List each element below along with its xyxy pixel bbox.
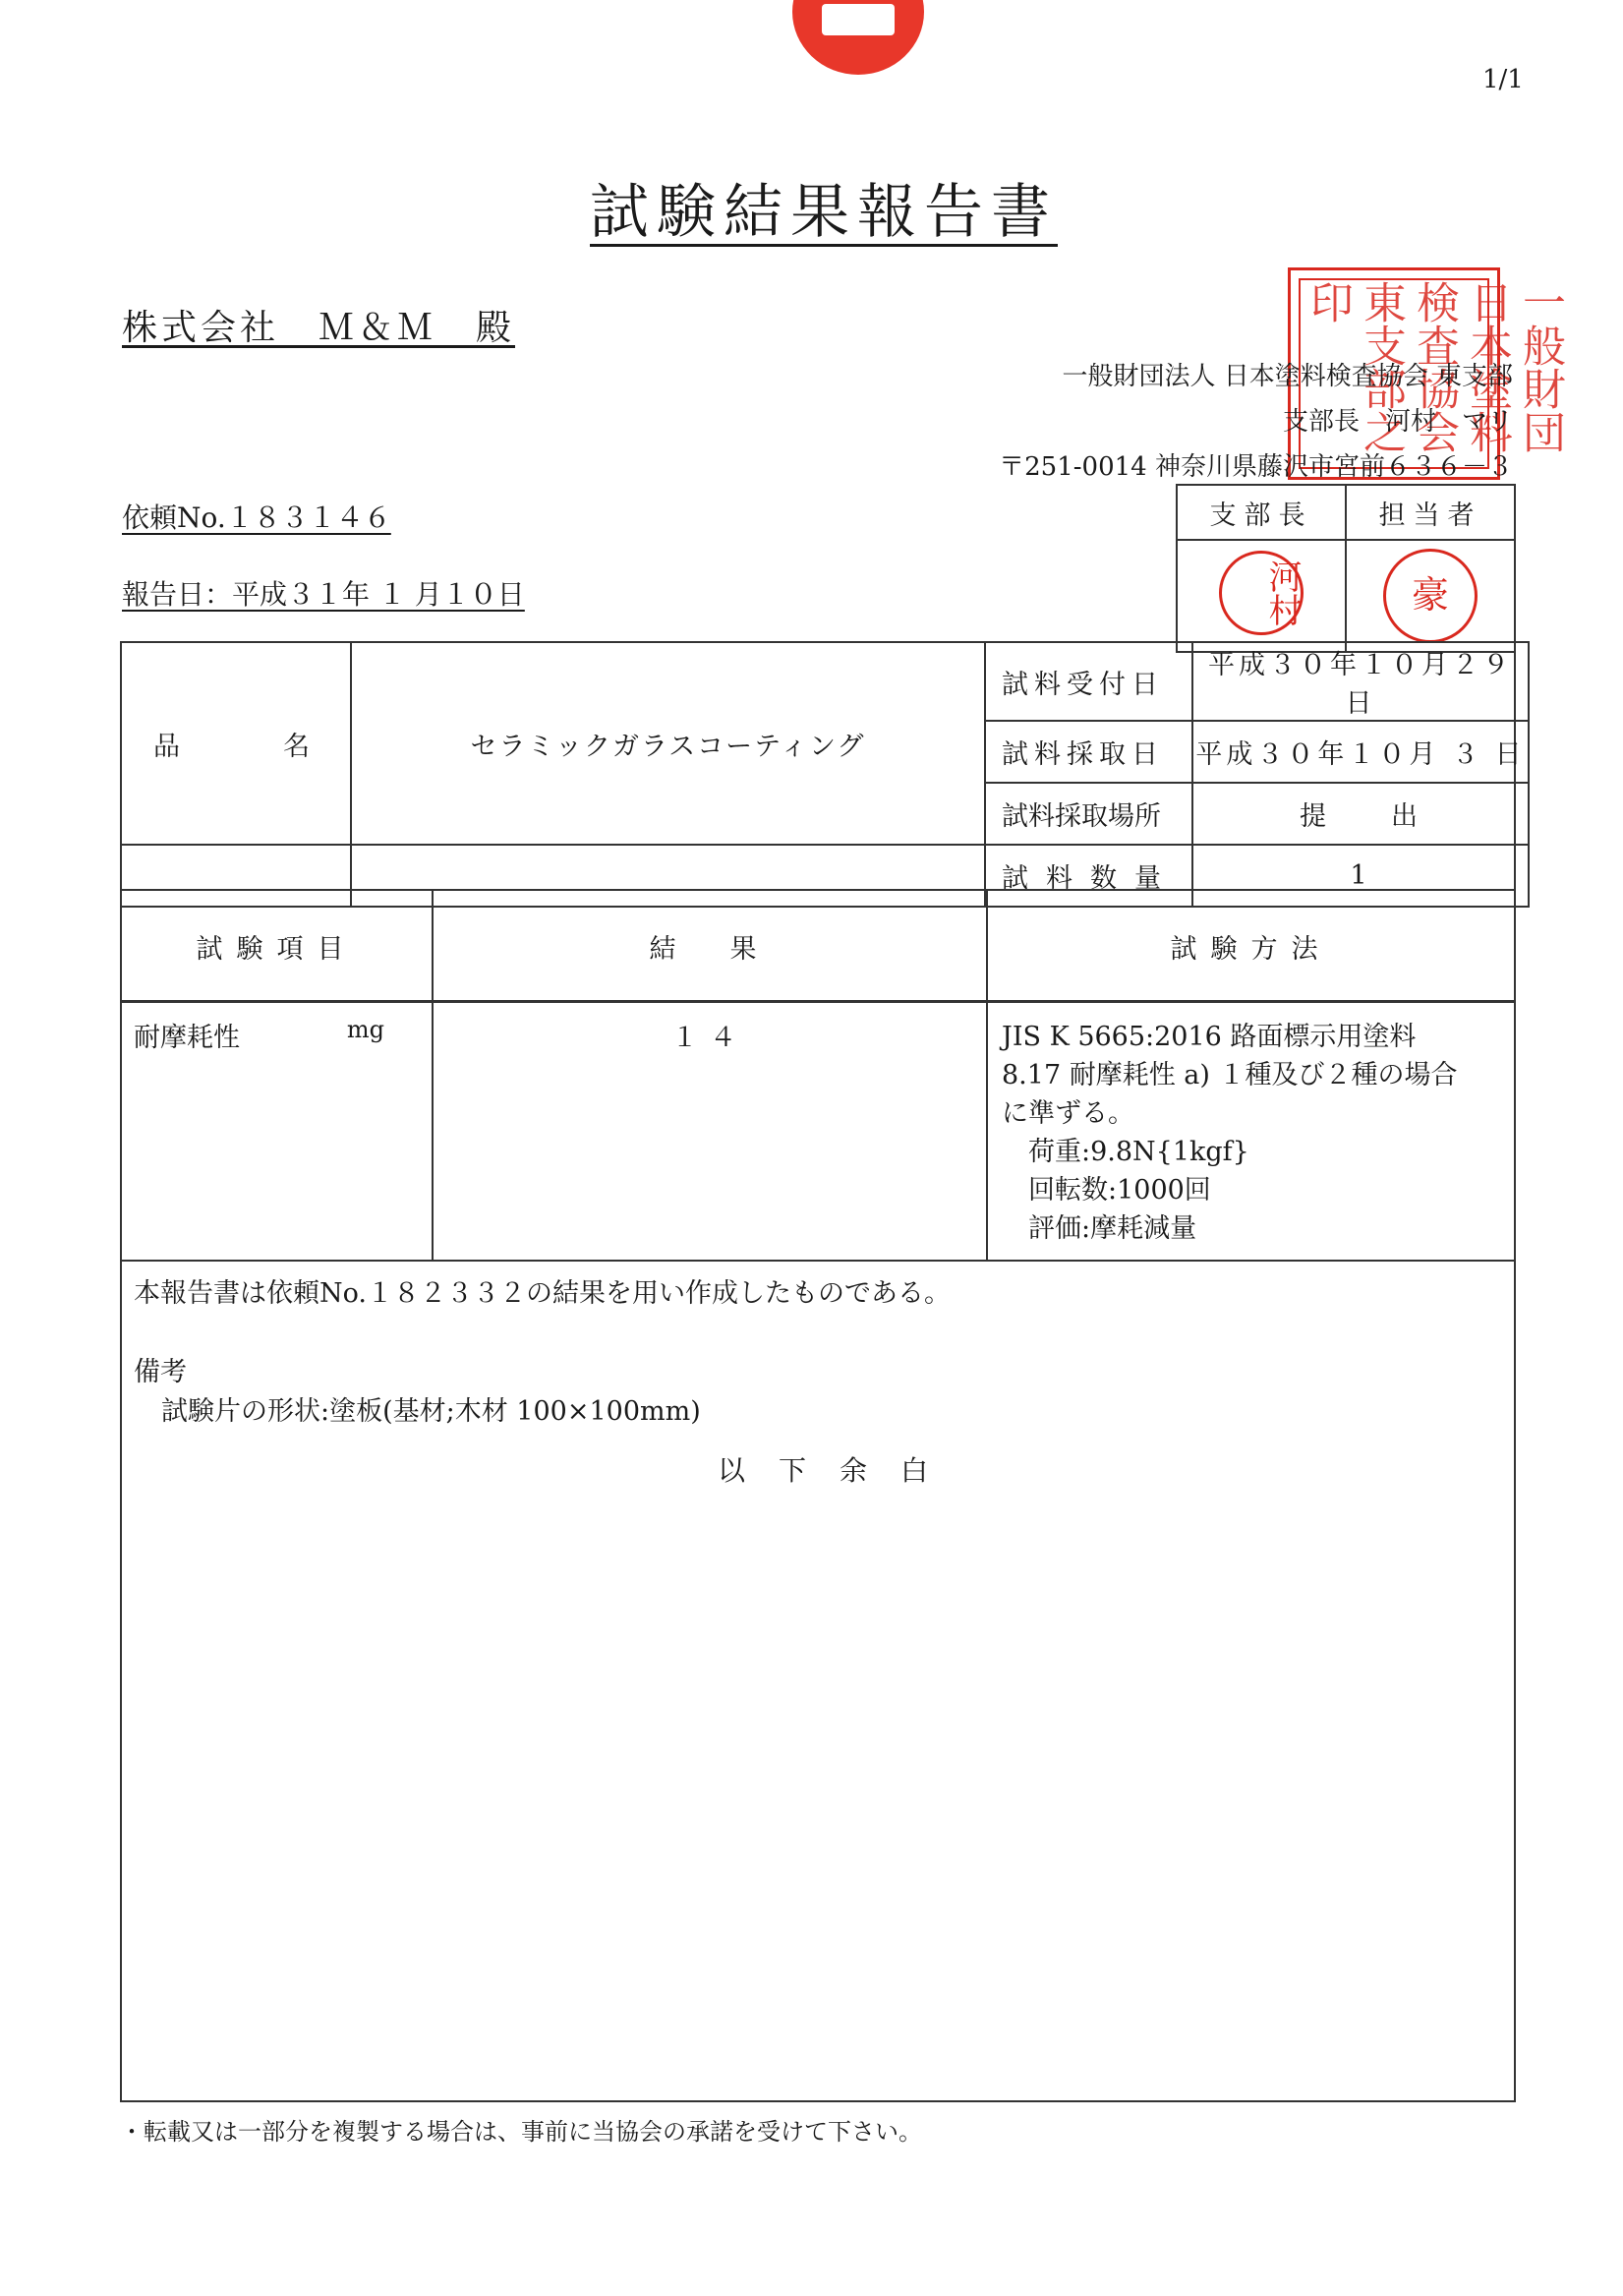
- test-item-cell: [121, 1001, 433, 1261]
- issuer-address: 〒251-0014 神奈川県藤沢市宮前６３６－３: [999, 452, 1513, 482]
- table-row: [121, 1001, 1515, 1261]
- page-number: 1/1: [1482, 65, 1524, 94]
- remarks-heading: 備考: [134, 1357, 187, 1387]
- header-test-item: 試験項目: [121, 890, 433, 1002]
- issuer-head: 支部長 河村 マリ: [1282, 407, 1513, 437]
- top-seal-stamp: [792, 0, 924, 75]
- specimen-shape: 試験片の形状:塗板(基材;木材 100×100mm): [161, 1396, 701, 1427]
- method-line: 荷重:9.8N{1kgf}: [1002, 1137, 1249, 1167]
- branch-head-seal-cell: [1177, 540, 1346, 652]
- header-result: 結 果: [433, 890, 987, 1002]
- method-line: に準ずる。: [1002, 1098, 1134, 1129]
- document-title: 試験結果報告書: [590, 178, 1058, 247]
- reference-note: 本報告書は依頼No.１８２３３２の結果を用い作成したものである。: [134, 1278, 951, 1309]
- quantity-label: 試料数量: [985, 845, 1192, 907]
- notes-section: [134, 1274, 951, 1432]
- seal-column: 東支部之印: [1303, 280, 1406, 453]
- footer-note: ・転載又は一部分を複製する場合は、事前に当協会の承諾を受けて下さい。: [120, 2118, 922, 2146]
- request-number: 依頼No.１８３１４６: [122, 501, 391, 534]
- issuer-organization: 一般財団法人 日本塗料検査協会 東支部: [1062, 362, 1513, 391]
- collection-date-value: 平成３０年１０月 ３ 日: [1192, 721, 1529, 783]
- result-cell: [433, 1001, 987, 1261]
- method-line: JIS K 5665:2016 路面標示用塗料: [1002, 1022, 1417, 1052]
- report-date: 報告日：平成３１年 １ 月１０日: [122, 578, 525, 611]
- receipt-date-value: 平成３０年１０月２９日: [1192, 642, 1529, 721]
- approval-table: [1176, 484, 1516, 653]
- method-cell: [987, 1001, 1515, 1261]
- method-line: 8.17 耐摩耗性 a) １種及び２種の場合: [1002, 1060, 1458, 1090]
- test-item: 耐摩耗性: [134, 1023, 240, 1053]
- product-name-value: セラミックガラスコーティング: [351, 642, 985, 845]
- branch-head-label: 支部長: [1177, 485, 1346, 540]
- collection-date-label: 試料採取日: [985, 721, 1192, 783]
- seal-column: 日本塗料: [1462, 280, 1512, 453]
- end-of-content-marker: 以下余白: [718, 1454, 962, 1487]
- issuer-block: [999, 354, 1513, 490]
- method-line: 評価:摩耗減量: [1002, 1213, 1197, 1244]
- person-in-charge-seal: 豪: [1383, 549, 1478, 643]
- result-value: １４: [671, 1023, 748, 1053]
- person-in-charge-seal-cell: [1346, 540, 1515, 652]
- results-header-table: [120, 889, 1516, 1003]
- sample-info-table: [120, 641, 1530, 908]
- method-line: 回転数:1000回: [1002, 1175, 1211, 1206]
- collection-place-value: 提 出: [1192, 783, 1529, 845]
- test-unit: mg: [346, 1016, 384, 1043]
- person-in-charge-label: 担当者: [1346, 485, 1515, 540]
- results-table: [120, 1000, 1516, 1262]
- seal-column: 一般財団: [1515, 280, 1565, 453]
- collection-place-label: 試料採取場所: [985, 783, 1192, 845]
- receipt-date-label: 試料受付日: [985, 642, 1192, 721]
- seal-column: 検査協会: [1409, 280, 1459, 453]
- quantity-value: 1: [1192, 845, 1529, 907]
- product-name-label: 品 名: [121, 642, 351, 845]
- header-test-method: 試験方法: [987, 890, 1515, 1002]
- addressee: 株式会社 Ｍ＆Ｍ 殿: [122, 308, 516, 348]
- branch-head-seal: 河村: [1219, 551, 1304, 635]
